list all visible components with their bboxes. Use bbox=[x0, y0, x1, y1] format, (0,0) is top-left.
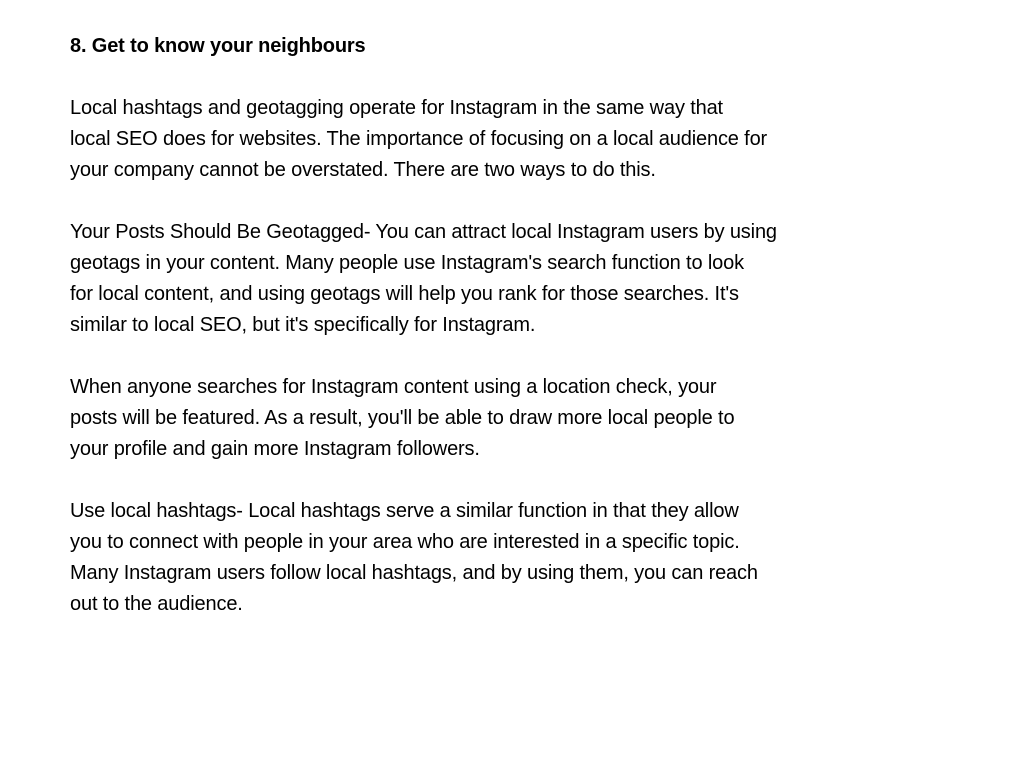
text-line: your company cannot be overstated. There are two ways to do this. bbox=[70, 159, 656, 181]
text-line: When anyone searches for Instagram content using a location check, your bbox=[70, 376, 717, 398]
text-line: posts will be featured. As a result, you'll be able to draw more local people to bbox=[70, 407, 735, 429]
text-line: Use local hashtags- Local hashtags serve a similar function in that they allow bbox=[70, 500, 739, 522]
section-heading: 8. Get to know your neighbours bbox=[70, 35, 366, 57]
text-line: local SEO does for websites. The importance of focusing on a local audience for bbox=[70, 128, 768, 150]
paragraph-intro bbox=[70, 93, 910, 186]
text-line: your profile and gain more Instagram followers. bbox=[70, 438, 480, 460]
text-line: Local hashtags and geotagging operate for Instagram in the same way that bbox=[70, 97, 723, 119]
text-line: geotags in your content. Many people use Instagram's search function to look bbox=[70, 252, 744, 274]
spacer bbox=[70, 341, 910, 372]
spacer bbox=[70, 62, 910, 93]
text-line: for local content, and using geotags will help you rank for those searches. It's bbox=[70, 283, 739, 305]
text-line: Many Instagram users follow local hashtags, and by using them, you can reach bbox=[70, 562, 758, 584]
spacer bbox=[70, 186, 910, 217]
paragraph-geotagged bbox=[70, 217, 910, 341]
text-line: out to the audience. bbox=[70, 593, 243, 615]
spacer bbox=[70, 465, 910, 496]
text-line: Your Posts Should Be Geotagged- You can attract local Instagram users by using bbox=[70, 221, 777, 243]
slide-content bbox=[70, 31, 910, 620]
text-line: you to connect with people in your area who are interested in a specific topic. bbox=[70, 531, 740, 553]
text-line: similar to local SEO, but it's specifically for Instagram. bbox=[70, 314, 536, 336]
paragraph-location-check bbox=[70, 372, 910, 465]
paragraph-local-hashtags bbox=[70, 496, 910, 620]
